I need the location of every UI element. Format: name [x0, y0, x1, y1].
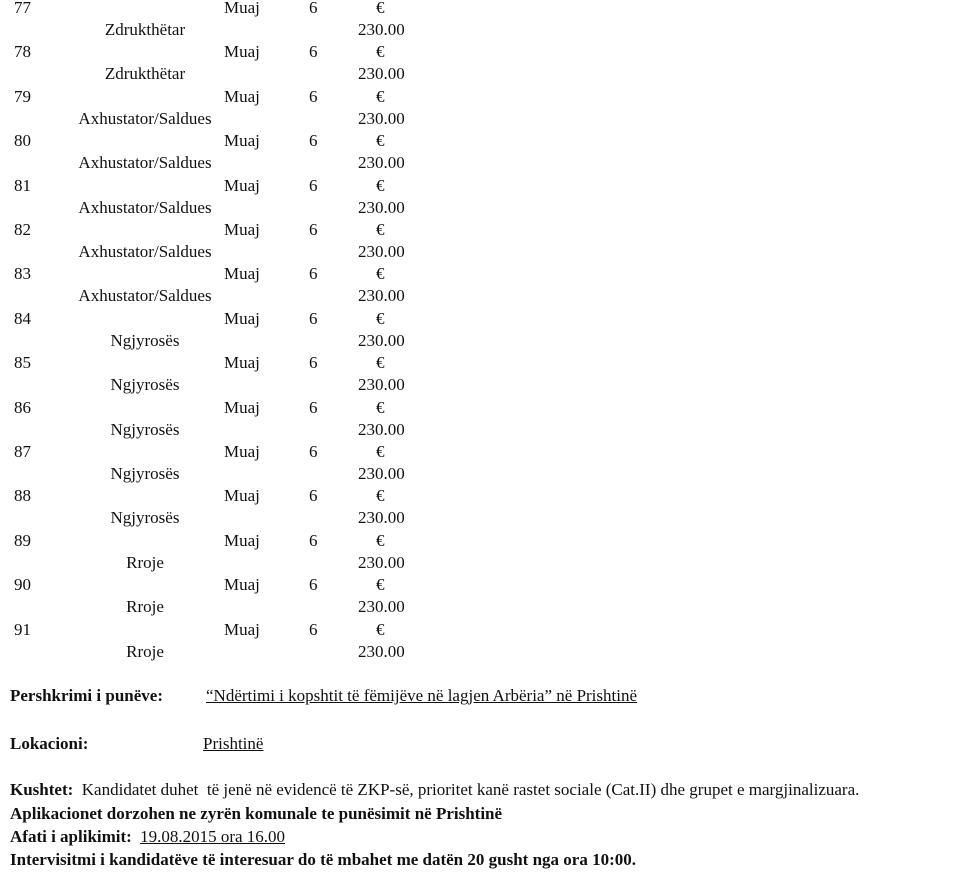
- deadline-value: 19.08.2015 ora 16.00: [140, 827, 286, 846]
- profession-name: Ngjyrosës: [110, 375, 180, 395]
- row-number: 86: [14, 397, 31, 417]
- salary-value: 230.00: [358, 20, 405, 39]
- duration-value: 6: [309, 131, 318, 151]
- table-row: [0, 488, 960, 532]
- currency-symbol: €: [376, 131, 385, 151]
- duration-value: 6: [309, 0, 318, 17]
- currency-symbol: €: [376, 442, 385, 461]
- profession-name: Axhustator/Saldues: [78, 108, 212, 128]
- table-row: [0, 397, 960, 444]
- salary-value: 230.00: [358, 375, 405, 395]
- salary-value: 230.00: [358, 597, 405, 617]
- unit-label: Muaj: [224, 353, 260, 373]
- duration-value: 6: [309, 353, 318, 373]
- unit-label: Muaj: [224, 0, 260, 17]
- profession-name: Axhustator/Saldues: [78, 153, 212, 173]
- row-number: 80: [14, 131, 31, 151]
- salary-value: 230.00: [358, 464, 405, 483]
- duration-value: 6: [309, 397, 318, 417]
- row-number: 89: [14, 530, 31, 550]
- unit-label: Muaj: [224, 42, 260, 62]
- row-number: 78: [14, 42, 31, 62]
- duration-value: 6: [309, 442, 318, 461]
- currency-symbol: €: [376, 264, 385, 284]
- row-number: 88: [14, 486, 31, 506]
- unit-label: Muaj: [224, 619, 260, 639]
- description-value: “Ndërtimi i kopshtit të fëmijëve në lagjen Arbëria” në Prishtinë: [206, 686, 638, 705]
- salary-value: 230.00: [358, 286, 405, 306]
- unit-label: Muaj: [224, 264, 260, 284]
- duration-value: 6: [309, 486, 318, 506]
- duration-value: 6: [309, 530, 318, 550]
- currency-symbol: €: [376, 86, 385, 106]
- duration-value: 6: [309, 86, 318, 106]
- row-number: 87: [14, 442, 31, 461]
- duration-value: 6: [309, 175, 318, 195]
- table-row: [0, 133, 960, 177]
- unit-label: Muaj: [224, 220, 260, 239]
- salary-value: 230.00: [358, 242, 405, 261]
- profession-name: Ngjyrosës: [110, 330, 180, 350]
- table-row: [0, 266, 960, 310]
- duration-value: 6: [309, 575, 318, 595]
- row-number: 82: [14, 220, 31, 239]
- unit-label: Muaj: [224, 575, 260, 595]
- profession-name: Zdrukthëtar: [104, 64, 186, 84]
- unit-label: Muaj: [224, 175, 260, 195]
- table-row: [0, 619, 960, 666]
- row-number: 79: [14, 86, 31, 106]
- location-value: Prishtinë: [203, 734, 264, 753]
- conditions-text: Kandidatet duhet të jenë në evidencë të ZKP-së, prioritet kanë rastet sociale (Cat.II) dhe grupet e margjinalizuara.: [73, 780, 860, 799]
- profession-name: Ngjyrosës: [110, 508, 180, 528]
- duration-value: 6: [309, 220, 318, 239]
- interview-text: Intervisitmi i kandidatëve të interesuar do të mbahet me datën 20 gusht nga ora 10:00.: [10, 850, 636, 869]
- salary-value: 230.00: [358, 197, 405, 217]
- interview-line: [10, 850, 636, 870]
- salary-value: 230.00: [358, 552, 405, 572]
- salary-value: 230.00: [358, 330, 405, 350]
- table-row: [0, 44, 960, 88]
- unit-label: Muaj: [224, 486, 260, 506]
- deadline-line: [10, 827, 285, 847]
- row-number: 81: [14, 175, 31, 195]
- table-row: [0, 0, 960, 44]
- unit-label: Muaj: [224, 530, 260, 550]
- currency-symbol: €: [376, 530, 385, 550]
- currency-symbol: €: [376, 575, 385, 595]
- currency-symbol: €: [376, 308, 385, 328]
- table-row: [0, 308, 960, 355]
- salary-value: 230.00: [358, 108, 405, 128]
- unit-label: Muaj: [224, 131, 260, 151]
- duration-value: 6: [309, 308, 318, 328]
- profession-name: Rroje: [126, 597, 164, 617]
- table-row: [0, 355, 960, 399]
- salary-value: 230.00: [358, 419, 405, 439]
- profession-name: Ngjyrosës: [110, 419, 180, 439]
- table-row: [0, 530, 960, 577]
- unit-label: Muaj: [224, 442, 260, 461]
- currency-symbol: €: [376, 0, 385, 17]
- currency-symbol: €: [376, 353, 385, 373]
- salary-value: 230.00: [358, 508, 405, 528]
- row-number: 83: [14, 264, 31, 284]
- profession-name: Axhustator/Saldues: [78, 286, 212, 306]
- currency-symbol: €: [376, 42, 385, 62]
- table-row: [0, 175, 960, 222]
- profession-name: Ngjyrosës: [110, 464, 180, 483]
- currency-symbol: €: [376, 397, 385, 417]
- conditions-label: Kushtet:: [10, 780, 74, 799]
- table-row: [0, 577, 960, 621]
- unit-label: Muaj: [224, 397, 260, 417]
- row-number: 91: [14, 619, 31, 639]
- duration-value: 6: [309, 264, 318, 284]
- currency-symbol: €: [376, 220, 385, 239]
- profession-name: Rroje: [126, 641, 164, 661]
- salary-value: 230.00: [358, 641, 405, 661]
- unit-label: Muaj: [224, 86, 260, 106]
- table-row: [0, 444, 960, 488]
- unit-label: Muaj: [224, 308, 260, 328]
- profession-name: Axhustator/Saldues: [78, 242, 212, 261]
- deadline-label: Afati i aplikimit:: [10, 827, 132, 846]
- table-row: [0, 86, 960, 133]
- profession-name: Axhustator/Saldues: [78, 197, 212, 217]
- row-number: 84: [14, 308, 31, 328]
- salary-value: 230.00: [358, 153, 405, 173]
- row-number: 90: [14, 575, 31, 595]
- profession-name: Zdrukthëtar: [104, 20, 186, 39]
- table-row: [0, 222, 960, 266]
- location-label: Lokacioni:: [10, 734, 89, 753]
- currency-symbol: €: [376, 175, 385, 195]
- duration-value: 6: [309, 619, 318, 639]
- currency-symbol: €: [376, 486, 385, 506]
- conditions-line: [10, 780, 859, 800]
- applications-line: Aplikacionet dorzohen ne zyrën komunale te punësimit në Prishtinë: [10, 804, 503, 823]
- profession-name: Rroje: [126, 552, 164, 572]
- description-label: Pershkrimi i punëve:: [10, 686, 163, 705]
- row-number: 85: [14, 353, 31, 373]
- currency-symbol: €: [376, 619, 385, 639]
- row-number: 77: [14, 0, 31, 17]
- salary-value: 230.00: [358, 64, 405, 84]
- duration-value: 6: [309, 42, 318, 62]
